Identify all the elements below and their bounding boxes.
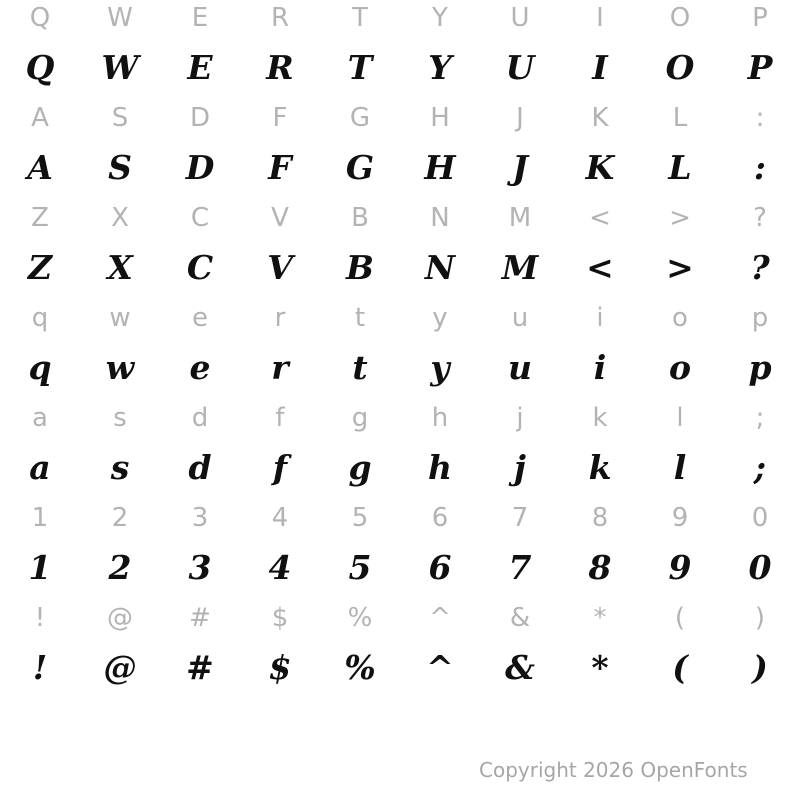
glyph-reference: <: [589, 203, 611, 233]
glyph-specimen: &: [505, 648, 535, 687]
glyph-reference: A: [31, 103, 49, 133]
glyph-reference: M: [508, 203, 532, 233]
glyph-specimen: C: [186, 248, 214, 287]
glyph-specimen: h: [428, 448, 452, 487]
glyph-reference: G: [349, 103, 371, 133]
glyph-reference: ;: [755, 403, 765, 433]
glyph-specimen: E: [187, 48, 213, 87]
glyph-specimen: 3: [188, 548, 212, 587]
glyph-reference: &: [509, 603, 531, 633]
glyph-reference: w: [109, 303, 131, 333]
glyph-reference: q: [31, 303, 49, 333]
glyph-reference: h: [431, 403, 449, 433]
glyph-specimen: i: [593, 348, 607, 387]
char-row-specimen: [0, 343, 800, 393]
glyph-reference: d: [191, 403, 209, 433]
glyph-reference: I: [596, 3, 604, 33]
glyph-reference: H: [430, 103, 450, 133]
glyph-specimen: 8: [588, 548, 612, 587]
glyph-reference: @: [107, 603, 133, 633]
glyph-specimen: D: [185, 148, 215, 187]
glyph-reference: Z: [31, 203, 49, 233]
glyph-reference: D: [189, 103, 211, 133]
glyph-specimen: k: [588, 448, 612, 487]
glyph-specimen: u: [508, 348, 532, 387]
glyph-reference: 5: [351, 503, 369, 533]
glyph-specimen: *: [591, 648, 609, 687]
glyph-reference: e: [192, 303, 208, 333]
glyph-specimen: @: [103, 648, 137, 687]
glyph-specimen: s: [110, 448, 130, 487]
glyph-specimen: t: [352, 348, 368, 387]
glyph-reference: F: [272, 103, 288, 133]
glyph-specimen: 1: [28, 548, 52, 587]
char-row-reference: [0, 93, 800, 143]
glyph-specimen: #: [186, 648, 214, 687]
glyph-reference: r: [274, 303, 286, 333]
glyph-reference: !: [34, 603, 46, 633]
glyph-specimen: Q: [25, 48, 55, 87]
glyph-specimen: H: [424, 148, 456, 187]
glyph-reference: N: [430, 203, 450, 233]
glyph-reference: t: [354, 303, 366, 333]
glyph-reference: U: [510, 3, 530, 33]
glyph-reference: 3: [191, 503, 209, 533]
glyph-reference: L: [672, 103, 688, 133]
glyph-reference: X: [111, 203, 129, 233]
glyph-specimen: T: [347, 48, 373, 87]
glyph-specimen: r: [271, 348, 289, 387]
char-row-reference: [0, 193, 800, 243]
glyph-specimen: U: [505, 48, 535, 87]
glyph-reference: i: [596, 303, 604, 333]
char-row-specimen: [0, 43, 800, 93]
glyph-reference: 6: [431, 503, 449, 533]
glyph-specimen: 5: [348, 548, 372, 587]
char-row-reference: [0, 593, 800, 643]
glyph-reference: 4: [271, 503, 289, 533]
char-row-specimen: [0, 443, 800, 493]
glyph-reference: W: [107, 3, 133, 33]
glyph-reference: R: [270, 3, 290, 33]
char-row-specimen: [0, 543, 800, 593]
glyph-specimen: 4: [268, 548, 292, 587]
glyph-reference: Y: [432, 3, 448, 33]
glyph-reference: u: [511, 303, 529, 333]
glyph-reference: S: [111, 103, 129, 133]
glyph-reference: o: [672, 303, 688, 333]
glyph-reference: p: [751, 303, 769, 333]
glyph-reference: j: [516, 403, 524, 433]
glyph-specimen: X: [107, 248, 133, 287]
glyph-specimen: S: [108, 148, 132, 187]
glyph-reference: T: [352, 3, 368, 33]
glyph-specimen: p: [748, 348, 772, 387]
glyph-specimen: g: [348, 448, 372, 487]
glyph-specimen: B: [346, 248, 374, 287]
glyph-specimen: f: [272, 448, 288, 487]
glyph-reference: g: [351, 403, 369, 433]
glyph-reference: $: [271, 603, 289, 633]
glyph-specimen: V: [267, 248, 293, 287]
glyph-specimen: K: [585, 148, 615, 187]
glyph-reference: f: [275, 403, 285, 433]
glyph-reference: 8: [591, 503, 609, 533]
glyph-specimen: d: [188, 448, 212, 487]
glyph-specimen: Y: [428, 48, 452, 87]
glyph-reference: :: [755, 103, 765, 133]
char-row-reference: [0, 293, 800, 343]
glyph-reference: 0: [751, 503, 769, 533]
glyph-reference: s: [113, 403, 127, 433]
glyph-reference: 1: [31, 503, 49, 533]
char-row-reference: [0, 0, 800, 43]
glyph-specimen: (: [672, 648, 688, 687]
glyph-specimen: ^: [426, 648, 454, 687]
glyph-reference: l: [676, 403, 684, 433]
glyph-reference: ?: [753, 203, 767, 233]
glyph-reference: J: [516, 103, 524, 133]
glyph-reference: ): [754, 603, 766, 633]
glyph-specimen: 2: [108, 548, 132, 587]
glyph-specimen: 7: [508, 548, 532, 587]
glyph-specimen: j: [514, 448, 526, 487]
glyph-reference: y: [432, 303, 448, 333]
glyph-specimen: J: [512, 148, 528, 187]
glyph-specimen: I: [592, 48, 608, 87]
glyph-specimen: l: [673, 448, 687, 487]
glyph-specimen: L: [668, 148, 692, 187]
char-row-reference: [0, 493, 800, 543]
glyph-specimen: y: [430, 348, 450, 387]
glyph-reference: P: [752, 3, 768, 33]
glyph-specimen: P: [747, 48, 773, 87]
glyph-reference: 9: [671, 503, 689, 533]
glyph-reference: ^: [429, 603, 451, 633]
glyph-specimen: e: [189, 348, 211, 387]
glyph-specimen: 9: [668, 548, 692, 587]
char-row-specimen: [0, 143, 800, 193]
glyph-reference: V: [271, 203, 289, 233]
char-row-specimen: [0, 643, 800, 693]
char-row-specimen: [0, 243, 800, 293]
glyph-reference: #: [189, 603, 211, 633]
glyph-specimen: N: [424, 248, 456, 287]
glyph-reference: *: [593, 603, 607, 633]
glyph-reference: %: [347, 603, 373, 633]
glyph-specimen: G: [345, 148, 375, 187]
glyph-specimen: F: [268, 148, 292, 187]
char-row-reference: [0, 393, 800, 443]
glyph-specimen: w: [105, 348, 135, 387]
glyph-specimen: ?: [750, 248, 770, 287]
glyph-reference: (: [674, 603, 686, 633]
glyph-specimen: A: [27, 148, 53, 187]
glyph-reference: 2: [111, 503, 129, 533]
glyph-specimen: <: [586, 248, 614, 287]
glyph-reference: a: [32, 403, 48, 433]
glyph-reference: C: [190, 203, 210, 233]
glyph-specimen: O: [665, 48, 695, 87]
glyph-reference: O: [669, 3, 691, 33]
copyright-text: Copyright 2026 OpenFonts: [479, 758, 748, 782]
glyph-specimen: :: [753, 148, 767, 187]
glyph-specimen: Z: [27, 248, 53, 287]
glyph-reference: K: [591, 103, 609, 133]
glyph-specimen: %: [344, 648, 376, 687]
glyph-specimen: W: [101, 48, 139, 87]
glyph-reference: E: [191, 3, 209, 33]
glyph-reference: >: [669, 203, 691, 233]
glyph-reference: k: [592, 403, 608, 433]
glyph-specimen: ): [752, 648, 768, 687]
glyph-specimen: q: [28, 348, 52, 387]
glyph-specimen: !: [32, 648, 48, 687]
glyph-specimen: >: [666, 248, 694, 287]
glyph-specimen: 6: [428, 548, 452, 587]
glyph-specimen: 0: [748, 548, 772, 587]
glyph-reference: 7: [511, 503, 529, 533]
glyph-reference: B: [351, 203, 369, 233]
glyph-specimen: M: [501, 248, 539, 287]
glyph-specimen: ;: [753, 448, 767, 487]
glyph-reference: Q: [29, 3, 51, 33]
glyph-specimen: $: [268, 648, 292, 687]
glyph-specimen: R: [266, 48, 294, 87]
glyph-specimen: a: [29, 448, 51, 487]
glyph-specimen: o: [668, 348, 691, 387]
